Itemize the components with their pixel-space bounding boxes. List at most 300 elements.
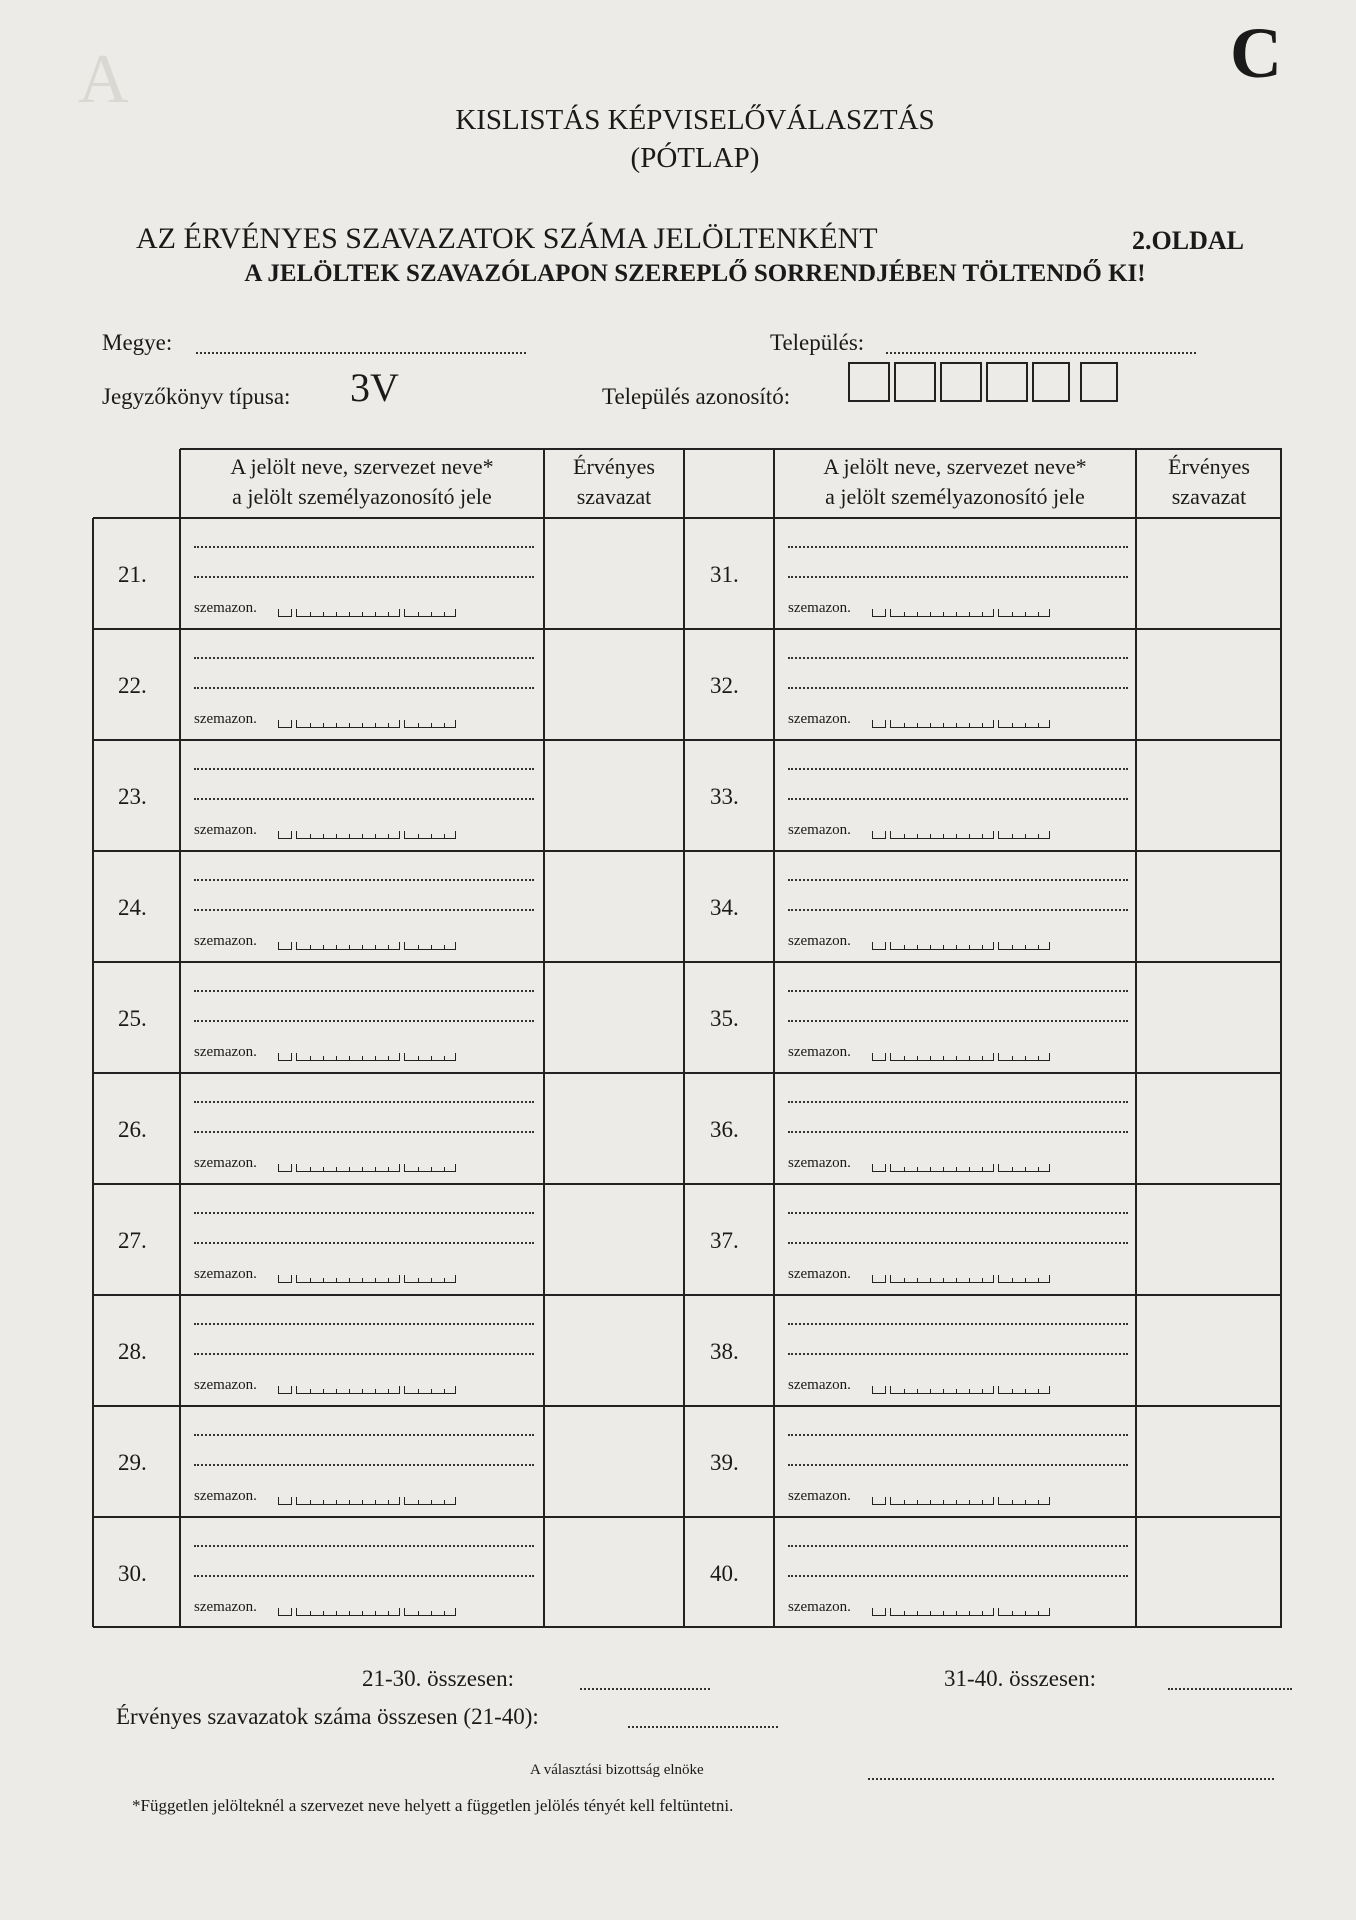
valid-votes-cell[interactable] [548, 1410, 680, 1513]
id-digit-divider [943, 1611, 944, 1615]
id-digit-box[interactable] [404, 831, 456, 839]
id-digit-divider [930, 612, 931, 616]
row-number: 34. [710, 895, 739, 920]
candidate-name-line[interactable] [788, 657, 1128, 659]
id-digit-box[interactable] [998, 1053, 1050, 1061]
candidate-name-line[interactable] [194, 1101, 534, 1103]
id-digit-box[interactable] [872, 720, 886, 728]
id-digit-divider [956, 1389, 957, 1393]
id-digit-divider [904, 723, 905, 727]
id-digit-divider [431, 1611, 432, 1615]
right-name-header-line1: A jelölt neve, szervezet neve* [823, 454, 1087, 479]
id-digit-divider [431, 1167, 432, 1171]
row-number: 35. [710, 1006, 739, 1031]
id-digit-divider [362, 945, 363, 949]
id-digit-box[interactable] [890, 831, 994, 839]
votes-table [92, 448, 1282, 1628]
id-prefix-label: szemazon. [194, 711, 257, 727]
id-prefix-label: szemazon. [788, 933, 851, 949]
megye-field[interactable] [196, 352, 526, 354]
id-prefix-label: szemazon. [788, 822, 851, 838]
candidate-name-line[interactable] [194, 1131, 534, 1133]
id-digit-box[interactable] [278, 1053, 292, 1061]
candidate-name-line[interactable] [194, 879, 534, 881]
telepules-azon-box[interactable] [894, 362, 936, 402]
row-number: 29. [118, 1450, 147, 1475]
candidate-name-line[interactable] [788, 1323, 1128, 1325]
valid-votes-cell[interactable] [548, 1521, 680, 1624]
left-name-header-line2: a jelölt személyazonosító jele [232, 484, 492, 509]
id-digit-box[interactable] [998, 831, 1050, 839]
candidate-name-line[interactable] [194, 1020, 534, 1022]
id-digit-divider [943, 834, 944, 838]
id-digit-divider [388, 1056, 389, 1060]
id-digit-divider [1038, 1278, 1039, 1282]
id-digit-divider [375, 1278, 376, 1282]
id-digit-box[interactable] [872, 1608, 886, 1616]
candidate-name-line[interactable] [788, 768, 1128, 770]
id-digit-box[interactable] [404, 609, 456, 617]
sum-21-30-field[interactable] [580, 1688, 710, 1690]
row-number: 38. [710, 1339, 739, 1364]
id-digit-box[interactable] [404, 1275, 456, 1283]
id-prefix-label: szemazon. [194, 1155, 257, 1171]
id-digit-divider [323, 945, 324, 949]
id-digit-divider [930, 834, 931, 838]
id-digit-box[interactable] [404, 1497, 456, 1505]
valid-votes-cell[interactable] [1140, 1521, 1278, 1624]
row-number: 36. [710, 1117, 739, 1142]
candidate-name-line[interactable] [194, 687, 534, 689]
id-digit-box[interactable] [278, 1275, 292, 1283]
id-digit-divider [388, 723, 389, 727]
telepules-azon-box[interactable] [986, 362, 1028, 402]
id-digit-divider [969, 1278, 970, 1282]
id-digit-divider [336, 1278, 337, 1282]
valid-votes-cell[interactable] [548, 1299, 680, 1402]
id-digit-divider [362, 723, 363, 727]
id-digit-divider [388, 612, 389, 616]
id-digit-box[interactable] [998, 1497, 1050, 1505]
candidate-name-line[interactable] [788, 879, 1128, 881]
page-label: 2.OLDAL [1132, 226, 1244, 255]
candidate-name-line[interactable] [194, 576, 534, 578]
row-number: 26. [118, 1117, 147, 1142]
id-prefix-label: szemazon. [788, 1155, 851, 1171]
id-digit-box[interactable] [278, 609, 292, 617]
id-digit-box[interactable] [890, 1164, 994, 1172]
id-digit-divider [310, 1611, 311, 1615]
id-digit-divider [917, 1278, 918, 1282]
id-digit-divider [917, 1167, 918, 1171]
sum-31-40-label: 31-40. összesen: [944, 1666, 1097, 1691]
id-digit-box[interactable] [404, 1608, 456, 1616]
candidate-name-line[interactable] [788, 1020, 1128, 1022]
id-digit-divider [323, 1611, 324, 1615]
instruction-text: A JELÖLTEK SZAVAZÓLAPON SZEREPLŐ SORRENDJÉBEN TÖLTENDŐ KI! [244, 260, 1146, 287]
id-prefix-label: szemazon. [788, 1599, 851, 1615]
id-digit-box[interactable] [296, 1608, 400, 1616]
id-digit-divider [982, 1611, 983, 1615]
id-digit-box[interactable] [296, 720, 400, 728]
candidate-name-line[interactable] [788, 1464, 1128, 1466]
valid-votes-cell[interactable] [1140, 855, 1278, 958]
candidate-name-line[interactable] [788, 687, 1128, 689]
right-votes-header-line2: szavazat [1171, 484, 1247, 509]
candidate-name-line[interactable] [788, 1242, 1128, 1244]
id-digit-divider [323, 1278, 324, 1282]
id-digit-box[interactable] [890, 720, 994, 728]
id-digit-divider [1012, 723, 1013, 727]
valid-votes-cell[interactable] [1140, 744, 1278, 847]
footnote: *Független jelölteknél a szervezet neve helyett a független jelölés tényét kell feltüntetni. [132, 1796, 734, 1815]
id-digit-divider [336, 1500, 337, 1504]
id-digit-divider [917, 945, 918, 949]
valid-votes-cell[interactable] [1140, 1188, 1278, 1291]
row-number: 39. [710, 1450, 739, 1475]
id-digit-box[interactable] [998, 1275, 1050, 1283]
id-digit-divider [982, 1056, 983, 1060]
row-number: 23. [118, 784, 147, 809]
candidate-name-line[interactable] [194, 1434, 534, 1436]
id-prefix-label: szemazon. [194, 1599, 257, 1615]
id-prefix-label: szemazon. [788, 1266, 851, 1282]
id-digit-divider [904, 1278, 905, 1282]
id-digit-divider [388, 945, 389, 949]
id-digit-box[interactable] [998, 1164, 1050, 1172]
row-number: 30. [118, 1561, 147, 1586]
right-votes-header-line1: Érvényes [1168, 454, 1250, 479]
candidate-name-line[interactable] [194, 1242, 534, 1244]
id-digit-box[interactable] [278, 1608, 292, 1616]
id-digit-box[interactable] [872, 1164, 886, 1172]
sum-21-30-label: 21-30. összesen: [362, 1666, 515, 1691]
valid-votes-cell[interactable] [548, 855, 680, 958]
id-digit-divider [336, 1167, 337, 1171]
left-votes-header-line1: Érvényes [573, 454, 655, 479]
candidate-name-line[interactable] [788, 1131, 1128, 1133]
left-votes-header [544, 452, 684, 512]
candidate-name-line[interactable] [788, 1434, 1128, 1436]
id-digit-box[interactable] [890, 1386, 994, 1394]
id-digit-divider [349, 1167, 350, 1171]
candidate-name-line[interactable] [788, 1101, 1128, 1103]
id-digit-divider [930, 1611, 931, 1615]
candidate-name-line[interactable] [788, 1212, 1128, 1214]
valid-votes-cell[interactable] [1140, 1077, 1278, 1180]
id-digit-divider [310, 1278, 311, 1282]
id-digit-divider [362, 1389, 363, 1393]
candidate-name-line[interactable] [788, 1545, 1128, 1547]
id-digit-divider [388, 834, 389, 838]
signature-field[interactable] [868, 1778, 1274, 1780]
id-digit-box[interactable] [278, 1386, 292, 1394]
valid-votes-cell[interactable] [548, 633, 680, 736]
id-digit-divider [336, 945, 337, 949]
id-digit-divider [1038, 945, 1039, 949]
candidate-name-line[interactable] [194, 990, 534, 992]
id-digit-box[interactable] [404, 942, 456, 950]
id-digit-divider [388, 1500, 389, 1504]
id-digit-divider [362, 612, 363, 616]
row-number: 32. [710, 673, 739, 698]
id-digit-box[interactable] [296, 1053, 400, 1061]
id-digit-box[interactable] [872, 1053, 886, 1061]
id-prefix-label: szemazon. [194, 1488, 257, 1504]
id-digit-box[interactable] [872, 1497, 886, 1505]
id-digit-divider [349, 1389, 350, 1393]
id-digit-divider [969, 834, 970, 838]
right-votes-header [1136, 452, 1282, 512]
valid-votes-cell[interactable] [1140, 1299, 1278, 1402]
id-digit-divider [431, 1389, 432, 1393]
id-digit-divider [375, 1389, 376, 1393]
candidate-name-line[interactable] [194, 909, 534, 911]
telepules-azon-box[interactable] [1080, 362, 1118, 402]
id-prefix-label: szemazon. [788, 1377, 851, 1393]
id-digit-divider [375, 1500, 376, 1504]
id-digit-divider [336, 834, 337, 838]
id-digit-box[interactable] [278, 720, 292, 728]
id-digit-divider [1038, 1167, 1039, 1171]
valid-votes-cell[interactable] [1140, 522, 1278, 625]
id-digit-divider [917, 1611, 918, 1615]
row-number: 37. [710, 1228, 739, 1253]
id-digit-box[interactable] [998, 1608, 1050, 1616]
id-digit-box[interactable] [296, 1164, 400, 1172]
candidate-name-line[interactable] [788, 990, 1128, 992]
candidate-name-line[interactable] [194, 1545, 534, 1547]
id-digit-box[interactable] [872, 942, 886, 950]
id-digit-divider [969, 1500, 970, 1504]
telepules-azon-box[interactable] [940, 362, 982, 402]
valid-votes-cell[interactable] [548, 744, 680, 847]
id-digit-box[interactable] [296, 609, 400, 617]
id-digit-divider [362, 1056, 363, 1060]
id-digit-divider [982, 1278, 983, 1282]
id-digit-divider [904, 834, 905, 838]
id-digit-divider [943, 1389, 944, 1393]
id-digit-box[interactable] [890, 1497, 994, 1505]
id-digit-box[interactable] [998, 609, 1050, 617]
id-digit-box[interactable] [998, 720, 1050, 728]
id-digit-divider [336, 1056, 337, 1060]
id-digit-box[interactable] [890, 609, 994, 617]
id-digit-divider [1038, 612, 1039, 616]
telepules-azon-box[interactable] [1032, 362, 1070, 402]
id-digit-box[interactable] [278, 1497, 292, 1505]
id-digit-divider [1025, 612, 1026, 616]
telepules-azon-label: Település azonosító: [602, 384, 791, 409]
id-digit-divider [1012, 945, 1013, 949]
candidate-name-line[interactable] [194, 768, 534, 770]
candidate-name-line[interactable] [194, 546, 534, 548]
row-number: 21. [118, 562, 147, 587]
telepules-azon-box[interactable] [848, 362, 890, 402]
id-digit-divider [418, 945, 419, 949]
id-digit-box[interactable] [872, 1275, 886, 1283]
faded-letter-mark: A [78, 41, 129, 118]
id-digit-box[interactable] [296, 1386, 400, 1394]
row-number: 31. [710, 562, 739, 587]
id-digit-box[interactable] [872, 831, 886, 839]
id-digit-divider [375, 945, 376, 949]
candidate-name-line[interactable] [788, 909, 1128, 911]
id-digit-divider [444, 612, 445, 616]
telepules-field[interactable] [886, 352, 1196, 354]
id-digit-box[interactable] [890, 1053, 994, 1061]
id-digit-box[interactable] [404, 1386, 456, 1394]
id-digit-box[interactable] [278, 942, 292, 950]
id-digit-divider [1012, 1278, 1013, 1282]
candidate-name-line[interactable] [788, 576, 1128, 578]
id-digit-divider [969, 612, 970, 616]
id-digit-box[interactable] [890, 942, 994, 950]
sum-all-field[interactable] [628, 1726, 778, 1728]
id-digit-divider [956, 1056, 957, 1060]
id-digit-divider [969, 723, 970, 727]
valid-votes-cell[interactable] [1140, 633, 1278, 736]
id-digit-divider [444, 1278, 445, 1282]
id-digit-divider [1012, 834, 1013, 838]
id-digit-divider [431, 945, 432, 949]
id-digit-divider [1012, 1611, 1013, 1615]
id-digit-divider [969, 1056, 970, 1060]
candidate-name-line[interactable] [194, 657, 534, 659]
id-digit-divider [388, 1611, 389, 1615]
id-digit-box[interactable] [296, 1497, 400, 1505]
id-digit-divider [956, 723, 957, 727]
id-digit-box[interactable] [296, 1275, 400, 1283]
id-digit-divider [444, 1056, 445, 1060]
candidate-name-line[interactable] [788, 1353, 1128, 1355]
id-digit-divider [1038, 723, 1039, 727]
id-digit-divider [917, 834, 918, 838]
id-digit-box[interactable] [998, 942, 1050, 950]
id-digit-divider [323, 723, 324, 727]
id-digit-divider [956, 1611, 957, 1615]
valid-votes-cell[interactable] [548, 522, 680, 625]
id-digit-divider [943, 612, 944, 616]
id-digit-divider [323, 1500, 324, 1504]
id-digit-box[interactable] [872, 1386, 886, 1394]
id-digit-divider [982, 612, 983, 616]
candidate-name-line[interactable] [788, 1575, 1128, 1577]
id-digit-divider [1025, 945, 1026, 949]
row-number: 28. [118, 1339, 147, 1364]
id-digit-divider [349, 723, 350, 727]
valid-votes-cell[interactable] [548, 966, 680, 1069]
candidate-name-line[interactable] [194, 1464, 534, 1466]
id-digit-divider [388, 1389, 389, 1393]
id-digit-divider [1025, 1056, 1026, 1060]
id-digit-box[interactable] [872, 609, 886, 617]
id-digit-divider [362, 1278, 363, 1282]
sum-31-40-field[interactable] [1168, 1688, 1292, 1690]
id-digit-divider [444, 723, 445, 727]
id-digit-box[interactable] [404, 720, 456, 728]
id-digit-divider [444, 945, 445, 949]
id-digit-box[interactable] [296, 942, 400, 950]
candidate-name-line[interactable] [194, 1575, 534, 1577]
id-digit-divider [943, 723, 944, 727]
id-digit-box[interactable] [278, 831, 292, 839]
id-digit-divider [969, 1167, 970, 1171]
row-number: 33. [710, 784, 739, 809]
id-prefix-label: szemazon. [788, 1488, 851, 1504]
valid-votes-cell[interactable] [1140, 966, 1278, 1069]
id-digit-divider [362, 1500, 363, 1504]
id-digit-divider [431, 612, 432, 616]
id-digit-box[interactable] [296, 831, 400, 839]
id-digit-divider [336, 1611, 337, 1615]
row-number: 24. [118, 895, 147, 920]
id-digit-divider [956, 1278, 957, 1282]
id-digit-divider [917, 612, 918, 616]
id-digit-divider [1012, 1500, 1013, 1504]
valid-votes-cell[interactable] [548, 1077, 680, 1180]
id-digit-divider [1025, 1611, 1026, 1615]
id-digit-divider [917, 1389, 918, 1393]
id-digit-divider [362, 1611, 363, 1615]
id-digit-divider [375, 1611, 376, 1615]
candidate-name-line[interactable] [194, 1212, 534, 1214]
id-digit-divider [1038, 1056, 1039, 1060]
candidate-name-line[interactable] [788, 546, 1128, 548]
id-digit-divider [1025, 723, 1026, 727]
id-digit-box[interactable] [278, 1164, 292, 1172]
candidate-name-line[interactable] [788, 798, 1128, 800]
id-digit-divider [956, 612, 957, 616]
valid-votes-cell[interactable] [548, 1188, 680, 1291]
megye-label: Megye: [102, 330, 173, 355]
id-digit-divider [431, 723, 432, 727]
row-number: 22. [118, 673, 147, 698]
valid-votes-cell[interactable] [1140, 1410, 1278, 1513]
section-heading: AZ ÉRVÉNYES SZAVAZATOK SZÁMA JELÖLTENKÉNT [136, 222, 878, 255]
id-digit-divider [956, 1167, 957, 1171]
id-digit-divider [917, 1500, 918, 1504]
id-digit-divider [917, 1056, 918, 1060]
id-digit-divider [418, 1056, 419, 1060]
id-digit-box[interactable] [890, 1275, 994, 1283]
id-digit-divider [323, 1056, 324, 1060]
id-digit-divider [431, 1278, 432, 1282]
id-digit-divider [982, 1389, 983, 1393]
id-digit-divider [444, 1500, 445, 1504]
id-digit-box[interactable] [404, 1164, 456, 1172]
id-digit-divider [930, 1167, 931, 1171]
id-digit-box[interactable] [890, 1608, 994, 1616]
id-digit-divider [1038, 834, 1039, 838]
candidate-name-line[interactable] [194, 1353, 534, 1355]
id-digit-divider [1025, 834, 1026, 838]
id-digit-divider [982, 945, 983, 949]
id-prefix-label: szemazon. [788, 1044, 851, 1060]
id-prefix-label: szemazon. [194, 1377, 257, 1393]
id-digit-divider [431, 834, 432, 838]
candidate-name-line[interactable] [194, 798, 534, 800]
id-digit-divider [904, 1500, 905, 1504]
id-digit-divider [1038, 1611, 1039, 1615]
row-number: 25. [118, 1006, 147, 1031]
id-digit-divider [917, 723, 918, 727]
id-digit-box[interactable] [998, 1386, 1050, 1394]
id-digit-divider [930, 1056, 931, 1060]
telepules-label: Település: [770, 330, 865, 355]
candidate-name-line[interactable] [194, 1323, 534, 1325]
id-digit-box[interactable] [404, 1053, 456, 1061]
